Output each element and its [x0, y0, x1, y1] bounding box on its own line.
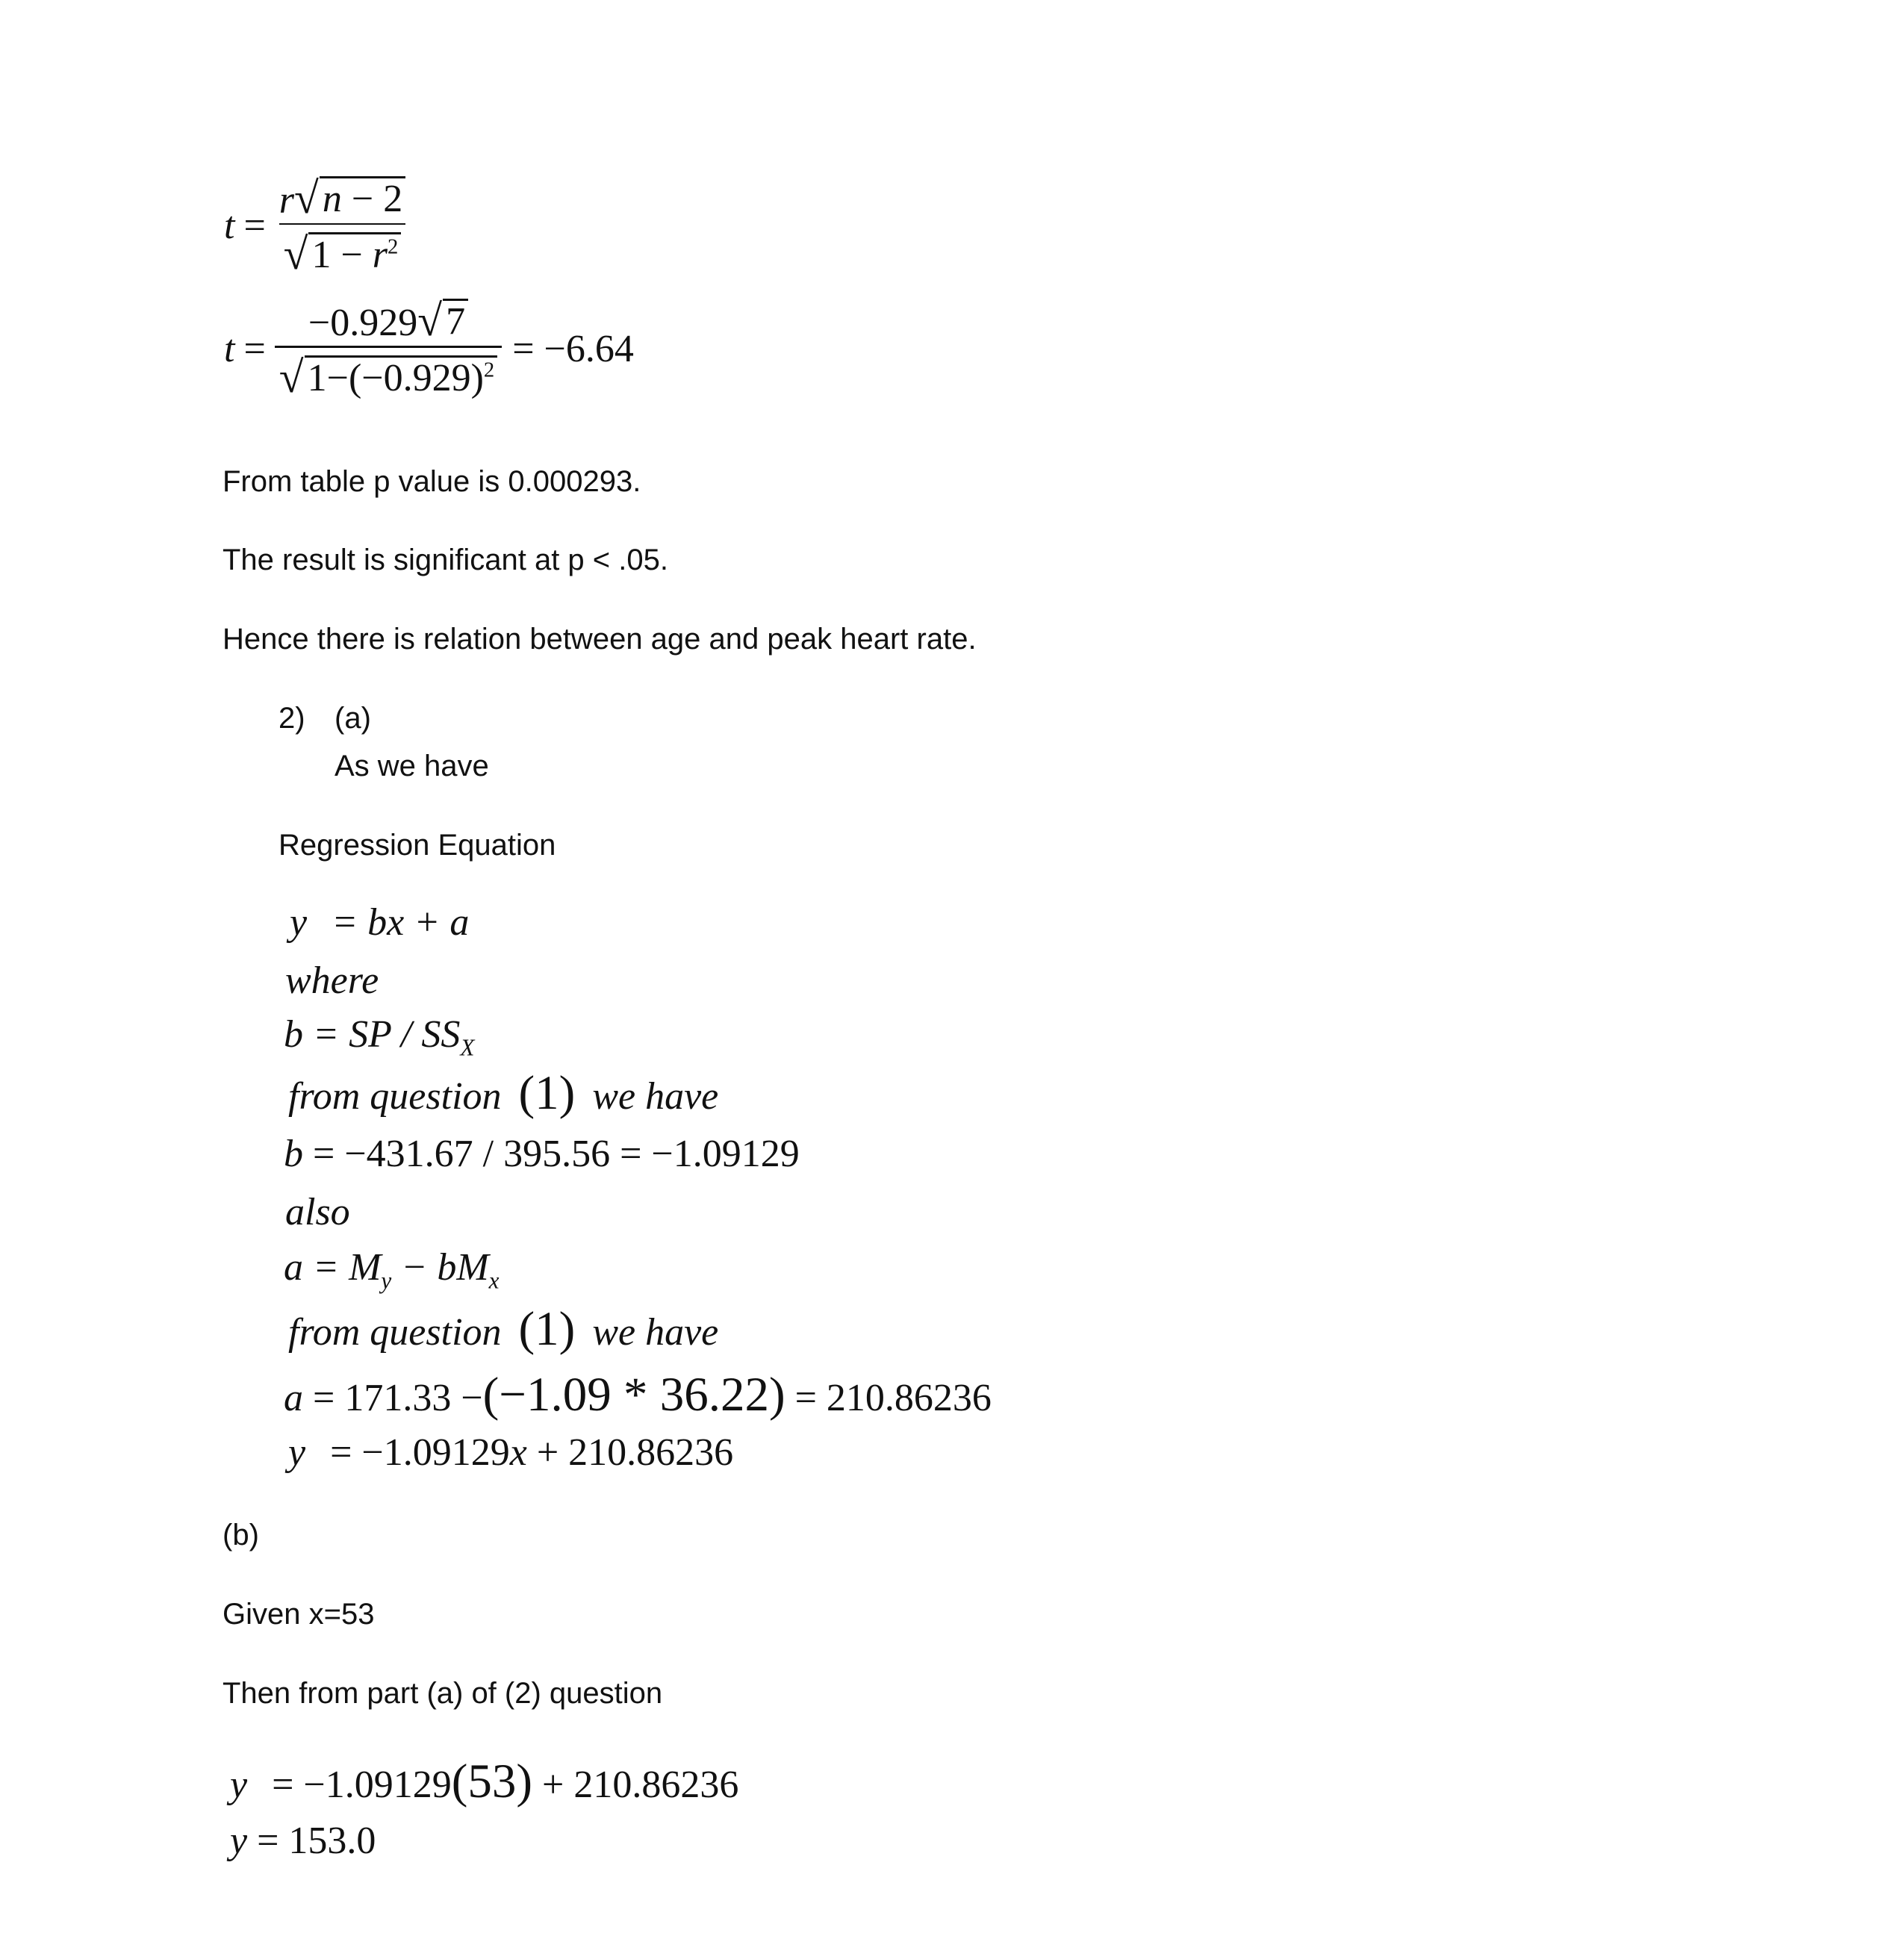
- p-value-text: From table p value is 0.000293.: [223, 465, 641, 498]
- prediction-result: y = 153.0: [230, 1820, 376, 1862]
- b-calculation: b = −431.67 / 395.56 = −1.09129: [284, 1133, 800, 1175]
- t-formula-lhs: t: [224, 205, 235, 248]
- t-calc-num-coef: −0.929: [308, 302, 418, 345]
- from-question-1-b: from question (1) we have: [288, 1066, 719, 1120]
- t-calc-lhs: t: [224, 327, 235, 370]
- question-2-intro: As we have: [335, 750, 489, 782]
- regression-heading: Regression Equation: [279, 829, 556, 862]
- from-question-1-a: from question (1) we have: [288, 1302, 719, 1356]
- question-2-number: 2): [279, 702, 305, 735]
- t-formula-fraction: r √ n − 2 √ $1 - r^2$: [275, 176, 410, 276]
- a-calculation: a = 171.33 −(−1.09 * 36.22) = 210.86236: [284, 1368, 992, 1422]
- t-calculation: t = −0.929 √ 7 √ $1-(-0.929)^2$ = −6.64: [224, 296, 634, 402]
- significance-text: The result is significant at p < .05.: [223, 544, 668, 576]
- also-label: also: [285, 1191, 350, 1233]
- part-b-label: (b): [223, 1519, 259, 1551]
- t-formula: t = r √ n − 2 √ $1 - r^2$: [224, 176, 410, 276]
- then-from-text: Then from part (a) of (2) question: [223, 1677, 663, 1710]
- where-label: where: [285, 959, 379, 1002]
- prediction-calculation: y = −1.09129(53) + 210.86236: [230, 1755, 739, 1808]
- a-definition: $a = M_y - bM_x$: [284, 1246, 500, 1294]
- b-definition: b = SP / $SS_X$: [284, 1013, 475, 1061]
- final-regression-equation: y = −1.09129x + 210.86236: [288, 1431, 734, 1474]
- question-2-part-a: (a): [335, 702, 371, 735]
- given-text: Given x=53: [223, 1598, 375, 1631]
- t-calc-fraction: −0.929 √ 7 √ $1-(-0.929)^2$: [275, 299, 502, 399]
- conclusion-text: Hence there is relation between age and peak heart rate.: [223, 623, 977, 656]
- t-calc-result: = −6.64: [512, 327, 634, 370]
- t-formula-num-coef: r: [279, 179, 295, 222]
- regression-equation: y = bx + a: [290, 901, 470, 944]
